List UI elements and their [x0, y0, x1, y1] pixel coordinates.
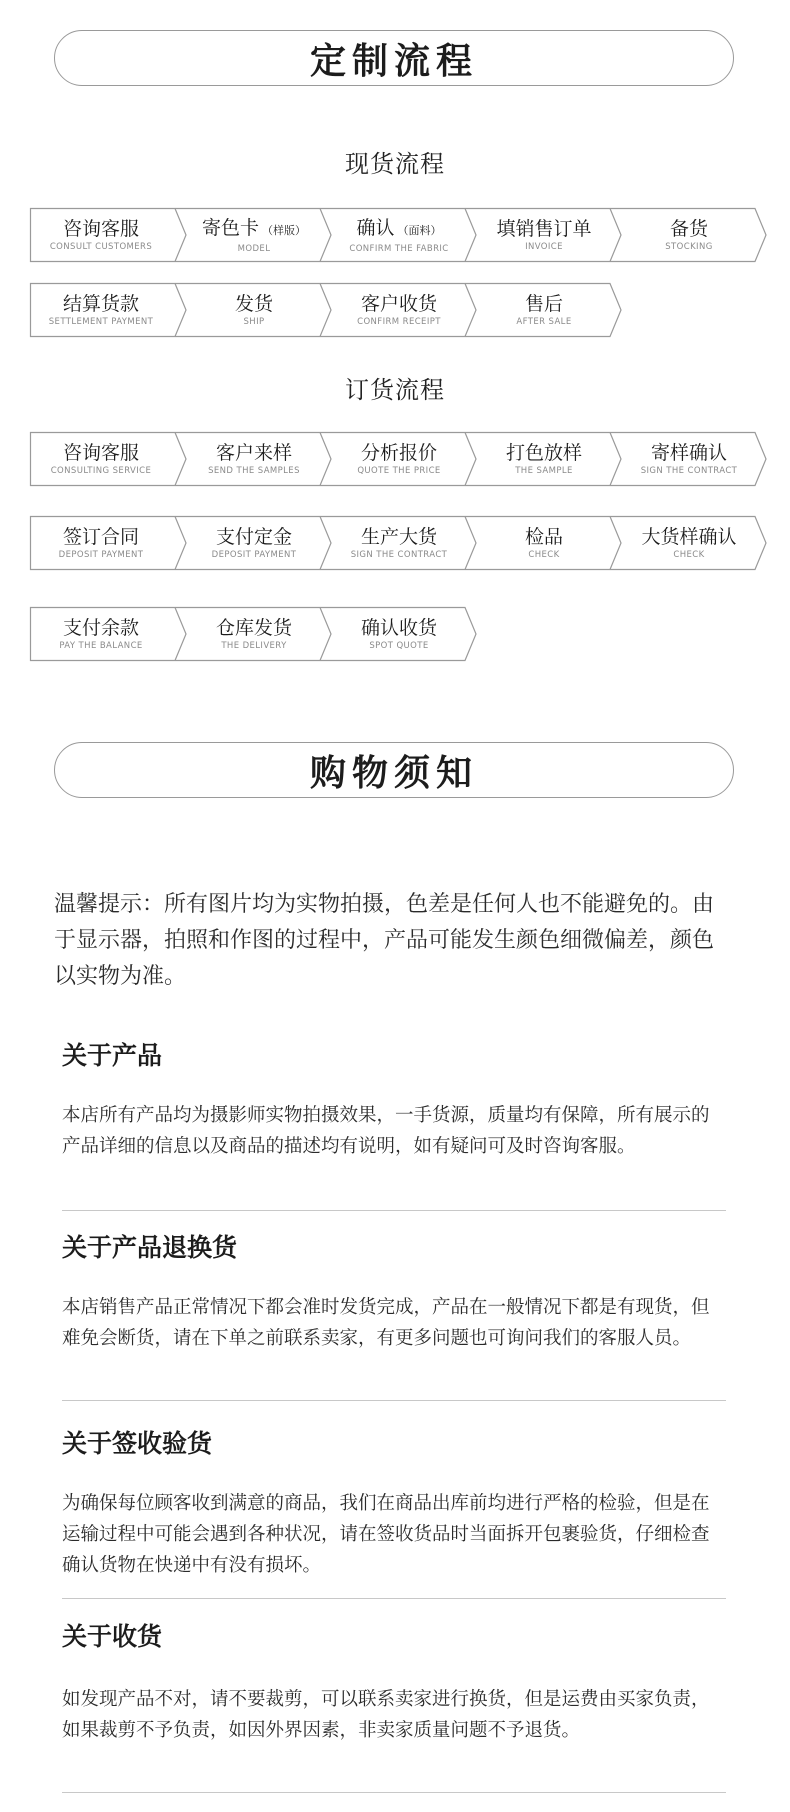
process-step: [36, 283, 166, 337]
section-heading: 关于收货: [62, 1622, 163, 1651]
step-english-label: DEPOSIT PAYMENT: [58, 550, 144, 560]
process-step: [479, 283, 609, 337]
step-english-label: DEPOSIT PAYMENT: [211, 550, 297, 560]
step-label: 确认 （面料）: [356, 216, 442, 239]
section-body: 本店所有产品均为摄影师实物拍摄效果，一手货源，质量均有保障，所有展示的产品详细的信息以及商品的描述均有说明，如有疑问可及时咨询客服。: [62, 1105, 710, 1157]
step-english-label: CHECK: [673, 550, 705, 560]
step-note: （样版）: [262, 223, 306, 237]
process-step: [189, 283, 319, 337]
order-row-1: [30, 432, 768, 486]
process-step: [334, 432, 464, 486]
process-step: [624, 208, 754, 262]
step-english-label: CHECK: [528, 550, 560, 560]
step-label: 填销售订单: [496, 218, 592, 240]
step-english-label: SIGN THE CONTRACT: [350, 550, 448, 560]
step-english-label: CONSULT CUSTOMERS: [49, 242, 153, 252]
step-english-label: THE SAMPLE: [515, 466, 573, 476]
step-label: 打色放样: [505, 442, 582, 464]
notice-text: 温馨提示：所有图片均为实物拍摄，色差是任何人也不能避免的。由于显示器，拍照和作图的过程中，产品可能发生颜色细微偏差，颜色以实物为准。: [54, 892, 715, 989]
step-english-label: SIGN THE CONTRACT: [640, 466, 738, 476]
process-step: [334, 283, 464, 337]
step-english-label: THE DELIVERY: [221, 641, 287, 651]
section-heading: 关于产品退换货: [62, 1233, 238, 1262]
section-heading: 关于签收验货: [62, 1429, 213, 1458]
step-english-label: INVOICE: [525, 242, 563, 252]
process-step: [624, 432, 754, 486]
process-step: [189, 432, 319, 486]
process-step: [334, 208, 464, 262]
step-english-label: CONFIRM THE FABRIC: [349, 243, 449, 254]
step-label: 咨询客服: [62, 218, 139, 240]
step-label: 寄色卡 （样版）: [201, 216, 306, 239]
spot-row-2: [30, 283, 623, 337]
custom-process-title: 定制流程: [54, 30, 734, 86]
step-label: 咨询客服: [62, 442, 139, 464]
shopping-notice-title: 购物须知: [54, 742, 734, 798]
step-english-label: SETTLEMENT PAYMENT: [48, 317, 154, 327]
step-english-label: AFTER SALE: [516, 317, 572, 327]
process-step: [334, 516, 464, 570]
section-heading: 关于产品: [62, 1041, 163, 1070]
step-english-label: SHIP: [243, 317, 265, 327]
divider: [62, 1210, 726, 1211]
step-english-label: PAY THE BALANCE: [59, 641, 143, 651]
process-step: [36, 607, 166, 661]
step-label: 客户来样: [215, 442, 292, 464]
step-label: 客户收货: [360, 293, 437, 315]
step-label: 分析报价: [360, 442, 437, 464]
step-english-label: STOCKING: [665, 242, 713, 252]
section-body: 如发现产品不对，请不要裁剪，可以联系卖家进行换货，但是运费由买家负责，如果裁剪不予负责，如因外界因素，非卖家质量问题不予退货。: [62, 1689, 710, 1741]
process-step: [36, 516, 166, 570]
process-step: [36, 432, 166, 486]
step-english-label: CONFIRM RECEIPT: [357, 317, 441, 327]
process-step: [624, 516, 754, 570]
order-process-title: 订货流程: [345, 376, 445, 404]
process-step: [189, 208, 319, 262]
step-label: 仓库发货: [215, 617, 292, 639]
process-step: [189, 516, 319, 570]
step-label: 备货: [669, 218, 708, 240]
process-step: [479, 208, 609, 262]
step-label: 大货样确认: [641, 526, 737, 548]
divider: [62, 1400, 726, 1401]
step-label: 确认收货: [360, 617, 437, 639]
spot-process-title: 现货流程: [345, 150, 445, 178]
process-step: [479, 432, 609, 486]
step-label: 结算货款: [62, 293, 139, 315]
process-step: [334, 607, 464, 661]
step-label: 发货: [234, 293, 273, 315]
section-body: 本店销售产品正常情况下都会准时发货完成，产品在一般情况下都是有现货，但难免会断货，请在下单之前联系卖家，有更多问题也可询问我们的客服人员。: [62, 1297, 710, 1349]
step-english-label: QUOTE THE PRICE: [357, 466, 441, 476]
divider: [62, 1792, 726, 1793]
step-label: 生产大货: [360, 526, 437, 548]
step-english-label: SPOT QUOTE: [369, 641, 429, 651]
process-step: [479, 516, 609, 570]
section-body: 为确保每位顾客收到满意的商品，我们在商品出库前均进行严格的检验，但是在运输过程中可能会遇到各种状况，请在签收货品时当面拆开包裹验货，仔细检查确认货物在快递中有没有损坏。: [62, 1493, 710, 1576]
step-label: 售后: [524, 293, 563, 315]
step-label: 签订合同: [62, 526, 139, 548]
process-step: [36, 208, 166, 262]
step-english-label: CONSULTING SERVICE: [50, 466, 152, 476]
order-row-3: [30, 607, 478, 661]
step-label: 检品: [524, 526, 563, 548]
order-row-2: [30, 516, 768, 570]
step-label: 寄样确认: [650, 442, 727, 464]
spot-row-1: [30, 208, 768, 262]
divider: [62, 1598, 726, 1599]
step-english-label: MODEL: [237, 243, 271, 254]
step-label: 支付定金: [215, 526, 292, 548]
process-step: [189, 607, 319, 661]
step-label: 支付余款: [62, 617, 139, 639]
step-english-label: SEND THE SAMPLES: [208, 466, 300, 476]
step-note: （面料）: [397, 223, 442, 237]
